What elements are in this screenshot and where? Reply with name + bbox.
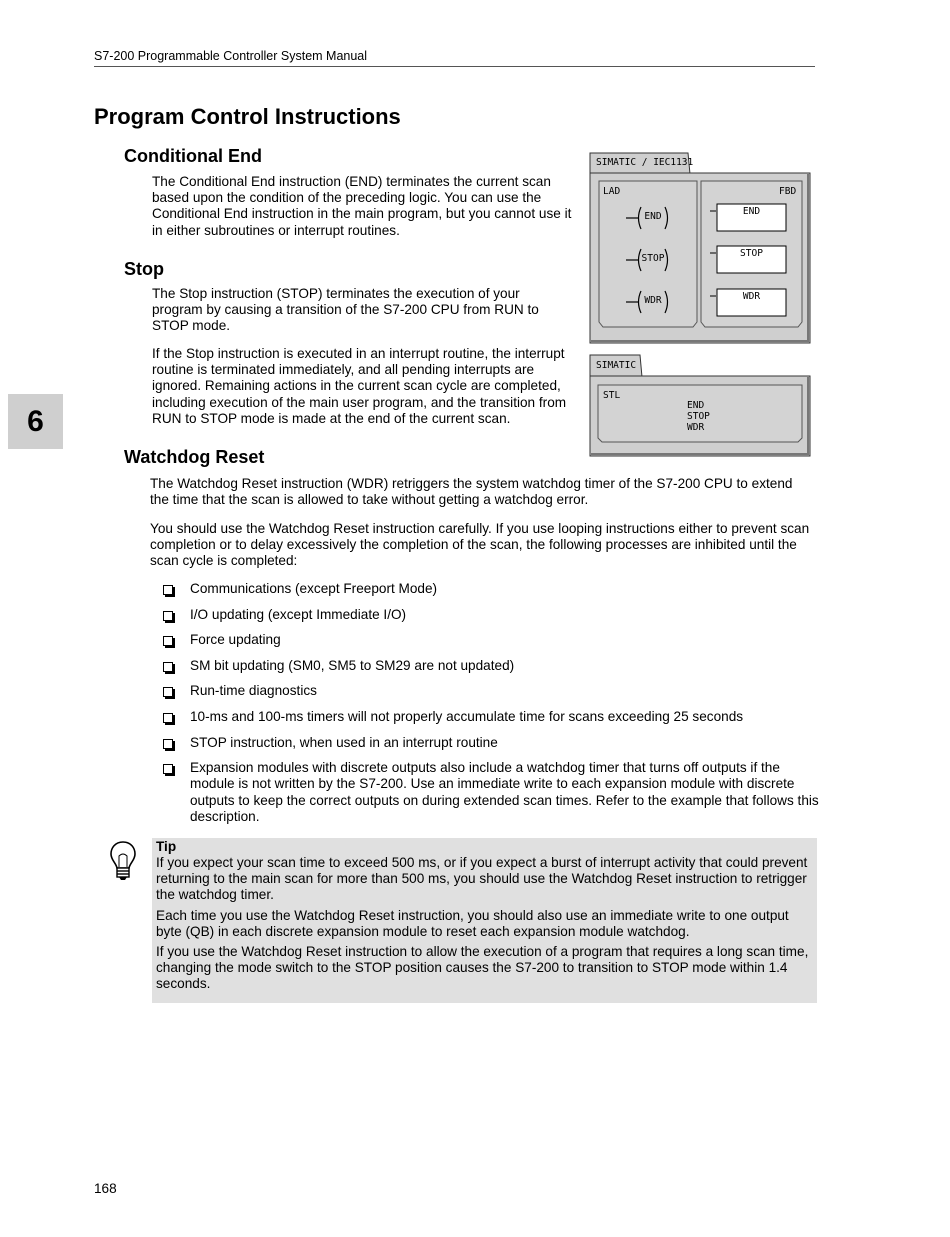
watchdog-paragraph-1: The Watchdog Reset instruction (WDR) retriggers the system watchdog timer of the S7-200 CPU to extend the time that the scan is allowed to take without getting a watchdog error. bbox=[150, 476, 793, 508]
stl-tab-label: SIMATIC bbox=[596, 360, 637, 371]
tip-title: Tip bbox=[156, 839, 177, 854]
inhibited-processes-list bbox=[162, 581, 822, 834]
stop-paragraph-1: The Stop instruction (STOP) terminates the execution of your program by causing a transition of the S7-200 CPU from RUN to STOP mode. bbox=[152, 286, 539, 334]
stl-line-stop: STOP bbox=[687, 411, 710, 422]
header-rule bbox=[94, 66, 815, 67]
fbd-box-stop: STOP bbox=[740, 248, 763, 259]
stop-heading: Stop bbox=[124, 259, 164, 279]
watchdog-reset-heading: Watchdog Reset bbox=[124, 447, 265, 467]
stl-line-wdr: WDR bbox=[687, 422, 705, 433]
checkbox-bullet-icon bbox=[163, 713, 173, 723]
list-item: STOP instruction, when used in an interrupt routine bbox=[162, 735, 822, 751]
lad-label: LAD bbox=[603, 186, 621, 197]
lad-fbd-figure bbox=[589, 151, 812, 346]
page-title: Program Control Instructions bbox=[94, 104, 401, 129]
checkbox-bullet-icon bbox=[163, 585, 173, 595]
lad-coil-end: END bbox=[644, 211, 662, 222]
stop-paragraph-2: If the Stop instruction is executed in an interrupt routine, the interrupt routine is terminated immediately, and all pending interrupts are ignored. Remaining actions in the current scan cycle are completed, including execution of the main user program, and the transition from RUN to STOP mode is made at the end of the current scan. bbox=[152, 346, 567, 426]
fbd-box-wdr: WDR bbox=[742, 291, 761, 302]
chapter-tab: 6 bbox=[8, 394, 63, 449]
list-item: 10-ms and 100-ms timers will not properly accumulate time for scans exceeding 25 seconds bbox=[162, 709, 822, 725]
stl-label: STL bbox=[603, 390, 621, 401]
lightbulb-icon bbox=[108, 840, 138, 882]
checkbox-bullet-icon bbox=[163, 636, 173, 646]
page-number: 168 bbox=[94, 1181, 117, 1196]
list-item: Expansion modules with discrete outputs also include a watchdog timer that turns off outputs if the module is not written by the S7-200. Use an immediate write to each expansion module with discrete outputs to keep the correct outputs on during extended scan times. Refer to the example that follows this description. bbox=[162, 760, 822, 825]
tip-paragraph-2: Each time you use the Watchdog Reset instruction, you should also use an immediate write to one output byte (QB) in each discrete expansion module to reset each expansion module watchdog. bbox=[156, 907, 789, 939]
fbd-box-end: END bbox=[742, 206, 761, 217]
lad-fbd-tab-label: SIMATIC / IEC1131 bbox=[596, 157, 694, 168]
list-item: SM bit updating (SM0, SM5 to SM29 are not updated) bbox=[162, 658, 822, 674]
running-header: S7-200 Programmable Controller System Manual bbox=[94, 49, 368, 63]
tip-paragraph-3: If you use the Watchdog Reset instruction to allow the execution of a program that requires a long scan time, changing the mode switch to the STOP position causes the S7-200 to transition to STOP mode within 1.4 seconds. bbox=[156, 944, 809, 992]
list-item: I/O updating (except Immediate I/O) bbox=[162, 607, 822, 623]
checkbox-bullet-icon bbox=[163, 687, 173, 697]
lad-coil-wdr: WDR bbox=[644, 295, 662, 306]
conditional-end-paragraph: The Conditional End instruction (END) terminates the current scan based upon the condition of the preceding logic. You can use the Conditional End instruction in the main program, but you cannot use it in either subroutines or interrupt routines. bbox=[152, 174, 572, 238]
conditional-end-heading: Conditional End bbox=[124, 146, 262, 166]
list-item: Run-time diagnostics bbox=[162, 683, 822, 699]
checkbox-bullet-icon bbox=[163, 662, 173, 672]
checkbox-bullet-icon bbox=[163, 739, 173, 749]
list-item: Force updating bbox=[162, 632, 822, 648]
checkbox-bullet-icon bbox=[163, 764, 173, 774]
stl-figure bbox=[589, 353, 812, 458]
lad-coil-stop: STOP bbox=[641, 253, 665, 264]
stl-line-end: END bbox=[687, 400, 705, 411]
tip-paragraph-1: If you expect your scan time to exceed 500 ms, or if you expect a burst of interrupt activity that could prevent returning to the main scan for more than 500 ms, you should use the Watchdog Reset instruction to retrigger the watchdog timer. bbox=[156, 855, 808, 903]
tip-box bbox=[152, 838, 817, 1003]
watchdog-paragraph-2: You should use the Watchdog Reset instruction carefully. If you use looping instructions either to prevent scan completion or to delay excessively the completion of the scan, the following processes are inhibited until the scan cycle is completed: bbox=[150, 521, 810, 569]
fbd-label: FBD bbox=[779, 186, 797, 197]
list-item: Communications (except Freeport Mode) bbox=[162, 581, 822, 597]
checkbox-bullet-icon bbox=[163, 611, 173, 621]
